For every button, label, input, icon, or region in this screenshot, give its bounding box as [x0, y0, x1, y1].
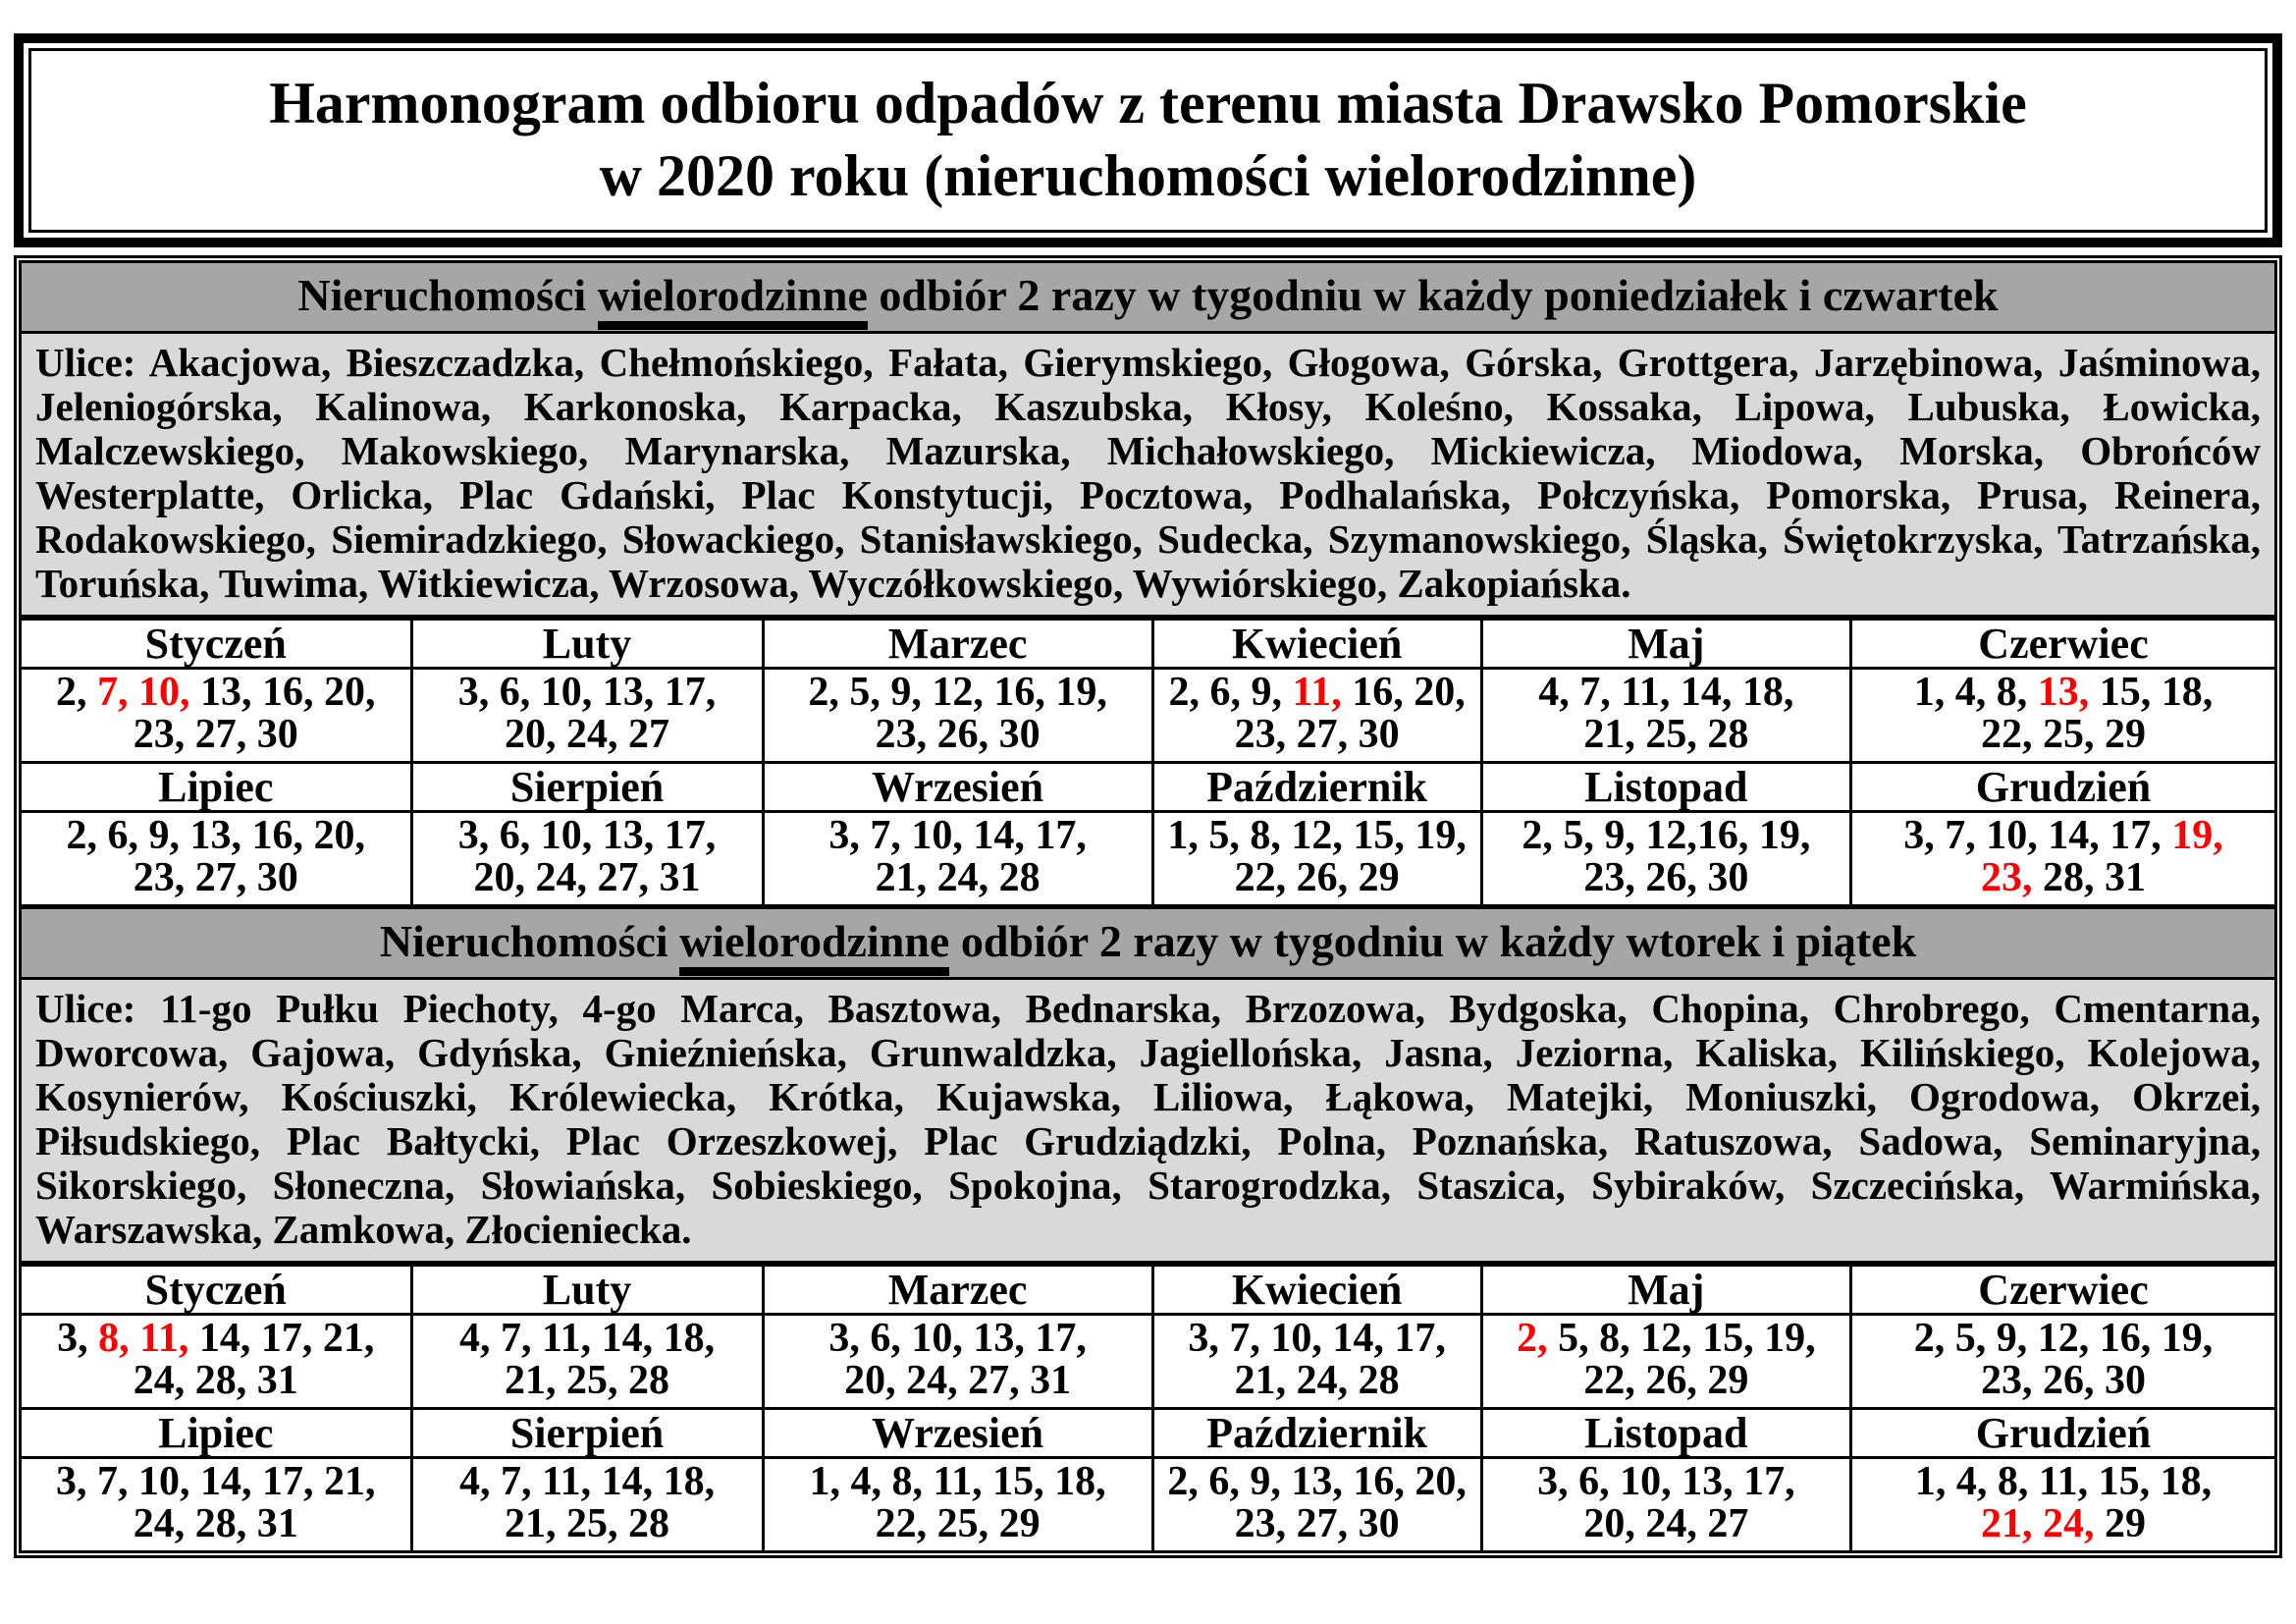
collection-date: 26,	[1645, 1358, 1697, 1403]
collection-date: 28	[998, 855, 1041, 900]
month-dates-cell	[411, 669, 763, 763]
streets-paragraph: Ulice: Akacjowa, Bieszczadzka, Chełmońskiego, Fałata, Gierymskiego, Głogowa, Górska, Grottgera, Jarzębinowa, Jaśminowa, Jeleniogórska, Kalinowa, Karkonoska, Karpacka, Kaszubska, Kłosy, Koleśno, Kossaka, Lipowa, Lubuska, Łowicka, Malczewskiego, Makowskiego, Marynarska, Mazurska, Michałowskiego, Mickiewicza, Miodowa, Morska, Obrońców Westerplatte, Orlicka, Plac Gdański, Plac Konstytucji, Pocztowa, Podhalańska, Połczyńska, Pomorska, Prusa, Reinera, Rodakowskiego, Siemiradzkiego, Słowackiego, Stanisławskiego, Sudecka, Szymanowskiego, Śląska, Świętokrzyska, Tatrzańska, Toruńska, Tuwima, Witkiewicza, Wrzosowa, Wyczółkowskiego, Wywiórskiego, Zakopiańska.	[22, 334, 2274, 618]
collection-date: 28	[1707, 712, 1749, 757]
collection-date: 2,	[66, 813, 98, 858]
month-header-cell: Marzec	[763, 1266, 1152, 1315]
collection-date: 1,	[1914, 1459, 1947, 1504]
collection-date: 15,	[1353, 813, 1405, 858]
collection-date: 12,	[1640, 1316, 1692, 1361]
collection-date: 22,	[1234, 855, 1287, 900]
collection-date: 26,	[936, 712, 989, 757]
collection-date: 19,	[1055, 670, 1107, 715]
month-header-cell: Czerwiec	[1851, 1266, 2274, 1315]
collection-date: 9,	[1251, 670, 1283, 715]
month-dates-cell	[1481, 1458, 1850, 1551]
collection-date: 4,	[458, 1316, 491, 1361]
collection-date: 2,	[808, 670, 839, 715]
collection-date: 31	[256, 1501, 298, 1546]
month-dates-cell	[22, 669, 411, 763]
collection-date: 31	[2105, 855, 2146, 900]
holiday-date: 19,	[2171, 813, 2223, 858]
collection-date: 14,	[200, 1459, 252, 1504]
collection-date: 8,	[891, 1459, 923, 1504]
collection-date: 10,	[1270, 1316, 1322, 1361]
month-dates-cell	[763, 1458, 1152, 1551]
collection-date: 23,	[1583, 855, 1635, 900]
collection-date: 3,	[1188, 1316, 1219, 1361]
month-dates-cell	[1152, 1458, 1481, 1551]
collection-date: 12,	[2037, 1316, 2090, 1361]
collection-date: 1,	[1167, 813, 1199, 858]
collection-date: 17,	[1394, 1316, 1446, 1361]
collection-date: 10,	[1986, 813, 2038, 858]
collection-date: 17,	[664, 670, 717, 715]
section-header	[22, 263, 2274, 334]
collection-date: 20,	[313, 813, 366, 858]
collection-date: 21,	[1583, 712, 1635, 757]
collection-date: 19,	[1758, 813, 1811, 858]
title-line-2: w 2020 roku (nieruchomości wielorodzinne)	[599, 143, 1697, 208]
collection-date: 1,	[1913, 670, 1946, 715]
month-header-cell: Lipiec	[22, 763, 411, 812]
collection-date: 3,	[1903, 813, 1935, 858]
collection-date: 8,	[1997, 1459, 2029, 1504]
collection-date: 21,	[875, 855, 928, 900]
collection-date: 24,	[133, 1501, 186, 1546]
month-dates-cell	[22, 812, 411, 905]
collection-date: 30	[1707, 855, 1749, 900]
collection-date: 30	[256, 712, 298, 757]
month-dates-cell	[411, 1458, 763, 1551]
collection-date: 11,	[541, 1459, 592, 1504]
collection-date: 2,	[1522, 813, 1553, 858]
collection-date: 14,	[601, 1316, 654, 1361]
month-dates-cell	[763, 669, 1152, 763]
collection-date: 20,	[1415, 1459, 1467, 1504]
collection-date: 16,	[262, 670, 314, 715]
collection-date: 12,	[1291, 813, 1343, 858]
month-dates-cell	[1851, 1458, 2274, 1551]
collection-date: 30	[2105, 1358, 2146, 1403]
collection-date: 22,	[1583, 1358, 1635, 1403]
collection-date: 9,	[1604, 813, 1635, 858]
holiday-date: 11,	[139, 1316, 189, 1361]
collection-date: 13,	[1682, 1459, 1734, 1504]
collection-date: 17,	[664, 813, 717, 858]
collection-date: 25,	[936, 1501, 989, 1546]
streets-paragraph: Ulice: 11-go Pułku Piechoty, 4-go Marca, Basztowa, Bednarska, Brzozowa, Bydgoska, Chopina, Chrobrego, Cmentarna, Dworcowa, Gajowa, Gdyńska, Gnieźnieńska, Grunwaldzka, Jagiellońska, Jasna, Jeziorna, Kaliska, Kilińskiego, Kolejowa, Kosynierów, Kościuszki, Królewiecka, Krótka, Kujawska, Liliowa, Łąkowa, Matejki, Moniuszki, Ogrodowa, Okrzei, Piłsudskiego, Plac Bałtycki, Plac Orzeszkowej, Plac Grudziądzki, Polna, Poznańska, Ratuszowa, Sadowa, Seminaryjna, Sikorskiego, Słoneczna, Słowiańska, Sobieskiego, Spokojna, Starogrodzka, Staszica, Sybiraków, Szczecińska, Warmińska, Warszawska, Zamkowa, Złocieniecka.	[22, 980, 2274, 1264]
collection-date: 31	[659, 855, 701, 900]
month-header-cell: Listopad	[1481, 1409, 1850, 1458]
collection-date: 11,	[1621, 670, 1671, 715]
collection-date: 4,	[1538, 670, 1570, 715]
collection-date: 3,	[57, 1316, 88, 1361]
holiday-date: 11,	[1292, 670, 1342, 715]
month-header-cell: Lipiec	[22, 1409, 411, 1458]
collection-date: 23,	[1234, 712, 1287, 757]
collection-date: 6,	[499, 670, 531, 715]
collection-date: 3,	[828, 1316, 860, 1361]
holiday-date: 21,	[1981, 1501, 2033, 1546]
collection-date: 18,	[2161, 670, 2214, 715]
collection-date: 17,	[260, 1316, 313, 1361]
month-header-cell: Maj	[1481, 1266, 1850, 1315]
calendar-table-holder	[22, 1264, 2274, 1550]
collection-date: 19,	[2161, 1316, 2214, 1361]
collection-date: 23,	[133, 712, 186, 757]
collection-date: 22,	[1981, 712, 2033, 757]
collection-date: 23,	[1234, 1501, 1287, 1546]
collection-date: 31	[1030, 1358, 1072, 1403]
collection-date: 11,	[933, 1459, 983, 1504]
collection-date: 18,	[1741, 670, 1794, 715]
section-tuesday-friday	[22, 904, 2274, 1550]
month-dates-cell	[1851, 1315, 2274, 1409]
month-dates-cell	[22, 1315, 411, 1409]
month-header-cell: Kwiecień	[1152, 620, 1481, 669]
month-dates-cell	[1152, 1315, 1481, 1409]
collection-date: 16,	[251, 813, 304, 858]
collection-date: 28,	[194, 1358, 247, 1403]
collection-date: 7,	[1945, 813, 1976, 858]
title-box	[14, 33, 2282, 247]
collection-date: 24,	[535, 855, 588, 900]
document-title	[28, 48, 2268, 233]
schedule-frame	[14, 255, 2282, 1558]
collection-date: 25,	[2043, 712, 2095, 757]
title-line-1: Harmonogram odbioru odpadów z terenu miasta Drawsko Pomorskie	[269, 71, 2027, 135]
collection-date: 16,	[1353, 1459, 1405, 1504]
collection-date: 3,	[56, 1459, 87, 1504]
collection-date: 14,	[198, 1316, 251, 1361]
collection-date: 5,	[1208, 813, 1240, 858]
holiday-date: 2,	[1517, 1316, 1548, 1361]
collection-date: 30	[998, 712, 1041, 757]
collection-date: 13,	[189, 813, 242, 858]
collection-date: 17,	[2109, 813, 2162, 858]
collection-date: 11,	[541, 1316, 592, 1361]
collection-date: 23,	[1981, 1358, 2033, 1403]
calendar-table-holder	[22, 618, 2274, 904]
collection-date: 24,	[1296, 1358, 1349, 1403]
collection-date: 31	[256, 1358, 298, 1403]
collection-date: 27,	[1296, 1501, 1349, 1546]
collection-date: 14,	[973, 813, 1025, 858]
collection-date: 27,	[968, 1358, 1020, 1403]
collection-date: 15,	[1702, 1316, 1754, 1361]
collection-date: 26,	[1645, 855, 1697, 900]
month-header-cell: Marzec	[763, 620, 1152, 669]
collection-date: 29	[998, 1501, 1041, 1546]
month-dates-cell	[1851, 669, 2274, 763]
month-header-cell: Styczeń	[22, 1266, 411, 1315]
collection-date: 21,	[505, 1358, 557, 1403]
holiday-date: 23,	[1981, 855, 2033, 900]
collection-date: 17,	[1743, 1459, 1795, 1504]
collection-date: 17,	[262, 1459, 314, 1504]
section-header-underlined: wielorodzinne	[679, 916, 949, 976]
calendar-table	[22, 618, 2274, 904]
collection-date: 6,	[107, 813, 139, 858]
collection-date: 7,	[1579, 670, 1611, 715]
collection-date: 21,	[1234, 1358, 1287, 1403]
collection-date: 13,	[602, 813, 655, 858]
month-header-cell: Luty	[411, 1266, 763, 1315]
section-header-prefix: Nieruchomości	[297, 270, 598, 320]
month-header-cell: Czerwiec	[1851, 620, 2274, 669]
section-monday-thursday	[22, 263, 2274, 904]
collection-date: 20,	[324, 670, 376, 715]
collection-date: 20,	[505, 712, 557, 757]
collection-date: 26,	[2043, 1358, 2095, 1403]
collection-date: 10,	[911, 1316, 963, 1361]
collection-date: 4,	[1955, 1459, 1988, 1504]
collection-date: 8,	[1599, 1316, 1630, 1361]
collection-date: 3,	[457, 670, 490, 715]
month-header-cell: Kwiecień	[1152, 1266, 1481, 1315]
collection-date: 27,	[194, 712, 247, 757]
collection-date: 13,	[973, 1316, 1025, 1361]
section-header-prefix: Nieruchomości	[379, 916, 680, 966]
collection-date: 18,	[663, 1316, 716, 1361]
collection-date: 6,	[1208, 1459, 1240, 1504]
collection-date: 30	[1358, 1501, 1400, 1546]
collection-date: 19,	[1764, 1316, 1816, 1361]
collection-date: 11,	[2038, 1459, 2089, 1504]
collection-date: 10,	[540, 813, 593, 858]
month-header-cell: Wrzesień	[763, 763, 1152, 812]
collection-date: 12,	[932, 670, 984, 715]
collection-date: 17,	[1035, 813, 1087, 858]
section-header-suffix: odbiór 2 razy w tygodniu w każdy poniedziałek i czwartek	[867, 270, 1999, 320]
month-dates-cell	[763, 812, 1152, 905]
collection-date: 30	[1358, 712, 1400, 757]
collection-date: 18,	[2160, 1459, 2213, 1504]
holiday-date: 10,	[138, 670, 190, 715]
month-header-cell: Sierpień	[411, 763, 763, 812]
collection-date: 27	[628, 712, 670, 757]
collection-date: 14,	[1680, 670, 1733, 715]
month-dates-cell	[1152, 812, 1481, 905]
collection-date: 25,	[566, 1501, 618, 1546]
collection-date: 2,	[56, 670, 87, 715]
collection-date: 29	[1707, 1358, 1749, 1403]
month-dates-cell	[1851, 812, 2274, 905]
section-header-underlined: wielorodzinne	[598, 270, 868, 330]
collection-date: 18,	[1054, 1459, 1106, 1504]
collection-date: 23,	[875, 712, 928, 757]
calendar-table	[22, 1264, 2274, 1550]
month-header-cell: Wrzesień	[763, 1409, 1152, 1458]
collection-date: 27,	[1296, 712, 1349, 757]
collection-date: 2,	[1167, 1459, 1199, 1504]
collection-date: 27,	[194, 855, 247, 900]
collection-date: 27,	[597, 855, 650, 900]
collection-date: 2,	[1913, 1316, 1946, 1361]
collection-date: 18,	[663, 1459, 716, 1504]
collection-date: 27	[1707, 1501, 1749, 1546]
holiday-date: 24,	[2043, 1501, 2095, 1546]
collection-date: 5,	[1563, 813, 1594, 858]
collection-date: 29	[1358, 855, 1400, 900]
collection-date: 12,16,	[1645, 813, 1749, 858]
collection-date: 21,	[322, 1316, 375, 1361]
collection-date: 28,	[2043, 855, 2095, 900]
collection-date: 14,	[1332, 1316, 1384, 1361]
collection-date: 21,	[324, 1459, 376, 1504]
collection-date: 26,	[1296, 855, 1349, 900]
collection-date: 5,	[849, 670, 881, 715]
collection-date: 6,	[499, 813, 531, 858]
collection-date: 13,	[1291, 1459, 1343, 1504]
collection-date: 6,	[1578, 1459, 1610, 1504]
collection-date: 28	[1358, 1358, 1400, 1403]
month-dates-cell	[1481, 669, 1850, 763]
collection-date: 20,	[1414, 670, 1466, 715]
collection-date: 5,	[1558, 1316, 1589, 1361]
collection-date: 8,	[1250, 813, 1281, 858]
month-dates-cell	[22, 1458, 411, 1551]
collection-date: 7,	[97, 1459, 129, 1504]
collection-date: 9,	[1996, 1316, 2028, 1361]
month-header-cell: Listopad	[1481, 763, 1850, 812]
collection-date: 16,	[2099, 1316, 2152, 1361]
collection-date: 28	[628, 1501, 670, 1546]
collection-date: 6,	[1209, 670, 1242, 715]
collection-date: 4,	[1954, 670, 1987, 715]
collection-date: 14,	[2048, 813, 2100, 858]
collection-date: 17,	[1035, 1316, 1087, 1361]
collection-date: 6,	[870, 1316, 901, 1361]
month-header-cell: Październik	[1152, 763, 1481, 812]
collection-date: 16,	[993, 670, 1045, 715]
collection-date: 24,	[936, 855, 989, 900]
collection-date: 7,	[500, 1316, 532, 1361]
collection-date: 30	[256, 855, 298, 900]
collection-date: 10,	[540, 670, 593, 715]
collection-date: 20,	[473, 855, 526, 900]
month-dates-cell	[763, 1315, 1152, 1409]
month-dates-cell	[411, 812, 763, 905]
collection-date: 25,	[566, 1358, 618, 1403]
collection-date: 9,	[890, 670, 922, 715]
collection-date: 7,	[870, 813, 901, 858]
collection-date: 10,	[138, 1459, 190, 1504]
month-header-cell: Styczeń	[22, 620, 411, 669]
collection-date: 5,	[1954, 1316, 1987, 1361]
month-dates-cell	[1152, 669, 1481, 763]
section-header-suffix: odbiór 2 razy w tygodniu w każdy wtorek i piątek	[949, 916, 1917, 966]
collection-date: 4,	[458, 1459, 491, 1504]
collection-date: 15,	[2099, 670, 2152, 715]
collection-date: 10,	[1620, 1459, 1672, 1504]
collection-date: 3,	[457, 813, 490, 858]
month-header-cell: Październik	[1152, 1409, 1481, 1458]
collection-date: 15,	[992, 1459, 1044, 1504]
collection-date: 14,	[601, 1459, 654, 1504]
collection-date: 2,	[1168, 670, 1201, 715]
collection-date: 15,	[2098, 1459, 2151, 1504]
collection-date: 3,	[1537, 1459, 1569, 1504]
collection-date: 4,	[850, 1459, 881, 1504]
collection-date: 28,	[194, 1501, 247, 1546]
month-header-cell: Grudzień	[1851, 763, 2274, 812]
collection-date: 13,	[200, 670, 252, 715]
collection-date: 20,	[844, 1358, 896, 1403]
month-dates-cell	[1481, 812, 1850, 905]
holiday-date: 13,	[2037, 670, 2090, 715]
collection-date: 1,	[809, 1459, 840, 1504]
collection-date: 9,	[148, 813, 181, 858]
collection-date: 7,	[500, 1459, 532, 1504]
collection-date: 24,	[906, 1358, 958, 1403]
month-dates-cell	[1481, 1315, 1850, 1409]
collection-date: 19,	[1415, 813, 1467, 858]
collection-date: 3,	[828, 813, 860, 858]
month-header-cell: Luty	[411, 620, 763, 669]
collection-date: 24,	[133, 1358, 186, 1403]
month-header-cell: Grudzień	[1851, 1409, 2274, 1458]
collection-date: 8,	[1996, 670, 2028, 715]
collection-date: 24,	[1645, 1501, 1697, 1546]
collection-date: 23,	[133, 855, 186, 900]
holiday-date: 7,	[97, 670, 129, 715]
month-dates-cell	[411, 1315, 763, 1409]
collection-date: 7,	[1229, 1316, 1260, 1361]
collection-date: 21,	[505, 1501, 557, 1546]
month-header-cell: Sierpień	[411, 1409, 763, 1458]
collection-date: 9,	[1250, 1459, 1281, 1504]
month-header-cell: Maj	[1481, 620, 1850, 669]
collection-date: 16,	[1352, 670, 1404, 715]
collection-date: 10,	[911, 813, 963, 858]
collection-date: 24,	[566, 712, 618, 757]
collection-date: 20,	[1583, 1501, 1635, 1546]
collection-date: 29	[2105, 712, 2146, 757]
collection-date: 22,	[875, 1501, 928, 1546]
collection-date: 29	[2105, 1501, 2146, 1546]
collection-date: 25,	[1645, 712, 1697, 757]
collection-date: 28	[628, 1358, 670, 1403]
collection-date: 13,	[602, 670, 655, 715]
holiday-date: 8,	[98, 1316, 130, 1361]
section-header	[22, 904, 2274, 980]
